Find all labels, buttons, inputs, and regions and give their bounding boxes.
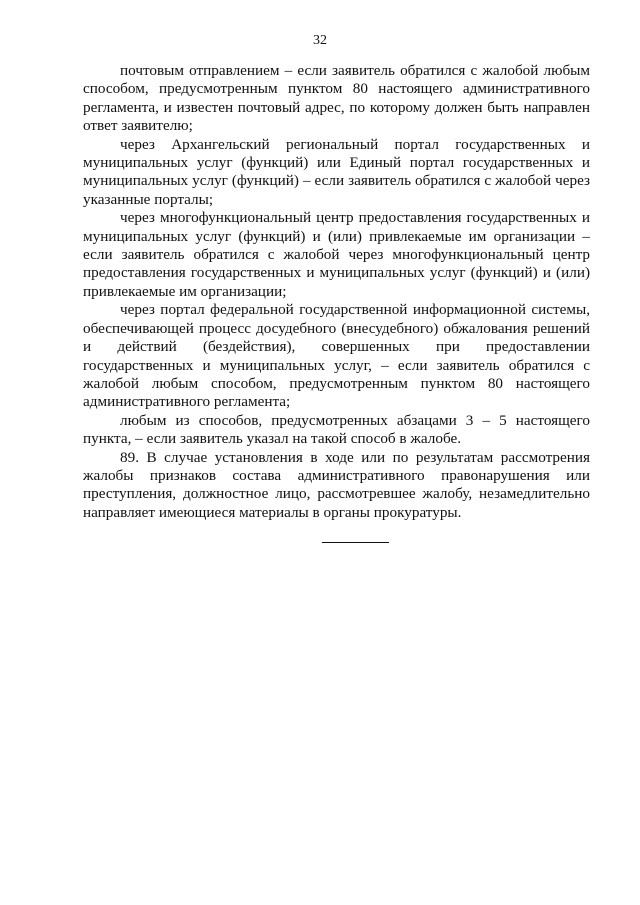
paragraph-any-method: любым из способов, предусмотренных абзацами 3 – 5 настоящего пункта, – если заявитель указал на такой способ в жалобе.	[83, 411, 590, 448]
paragraph-postal-delivery: почтовым отправлением – если заявитель обратился с жалобой любым способом, предусмотренным пунктом 80 настоящего административного регламента, и известен почтовый адрес, по которому должен быть направлен ответ заявителю;	[83, 62, 590, 135]
page-number: 32	[313, 33, 327, 48]
paragraph-regional-portal: через Архангельский региональный портал государственных и муниципальных услуг (функций) или Единый портал государственных и муниципальных услуг (функций) – если заявитель обратился с жалобой через указанные порталы;	[83, 135, 590, 208]
paragraph-item-89: 89. В случае установления в ходе или по результатам рассмотрения жалобы признаков состава административного правонарушения или преступления, должностное лицо, рассмотревшее жалобу, незамедлительно направляет имеющиеся материалы в органы прокуратуры.	[83, 448, 590, 521]
paragraph-mfc: через многофункциональный центр предоставления государственных и муниципальных услуг (функций) и (или) привлекаемые им организации – если заявитель обратился с жалобой через многофункциональный центр предоставления государственных и муниципальных услуг (функций) и (или) привлекаемые им организации;	[83, 209, 590, 300]
paragraph-federal-portal: через портал федеральной государственной информационной системы, обеспечивающей процесс досудебного (внесудебного) обжалования решений и действий (бездействия), совершенных при предоставлении государственных и муниципальных услуг, – если заявитель обратился с жалобой любым способом, предусмотренным пунктом 80 настоящего административного регламента;	[83, 301, 590, 411]
document-body	[83, 62, 590, 522]
end-divider-line	[322, 542, 389, 543]
